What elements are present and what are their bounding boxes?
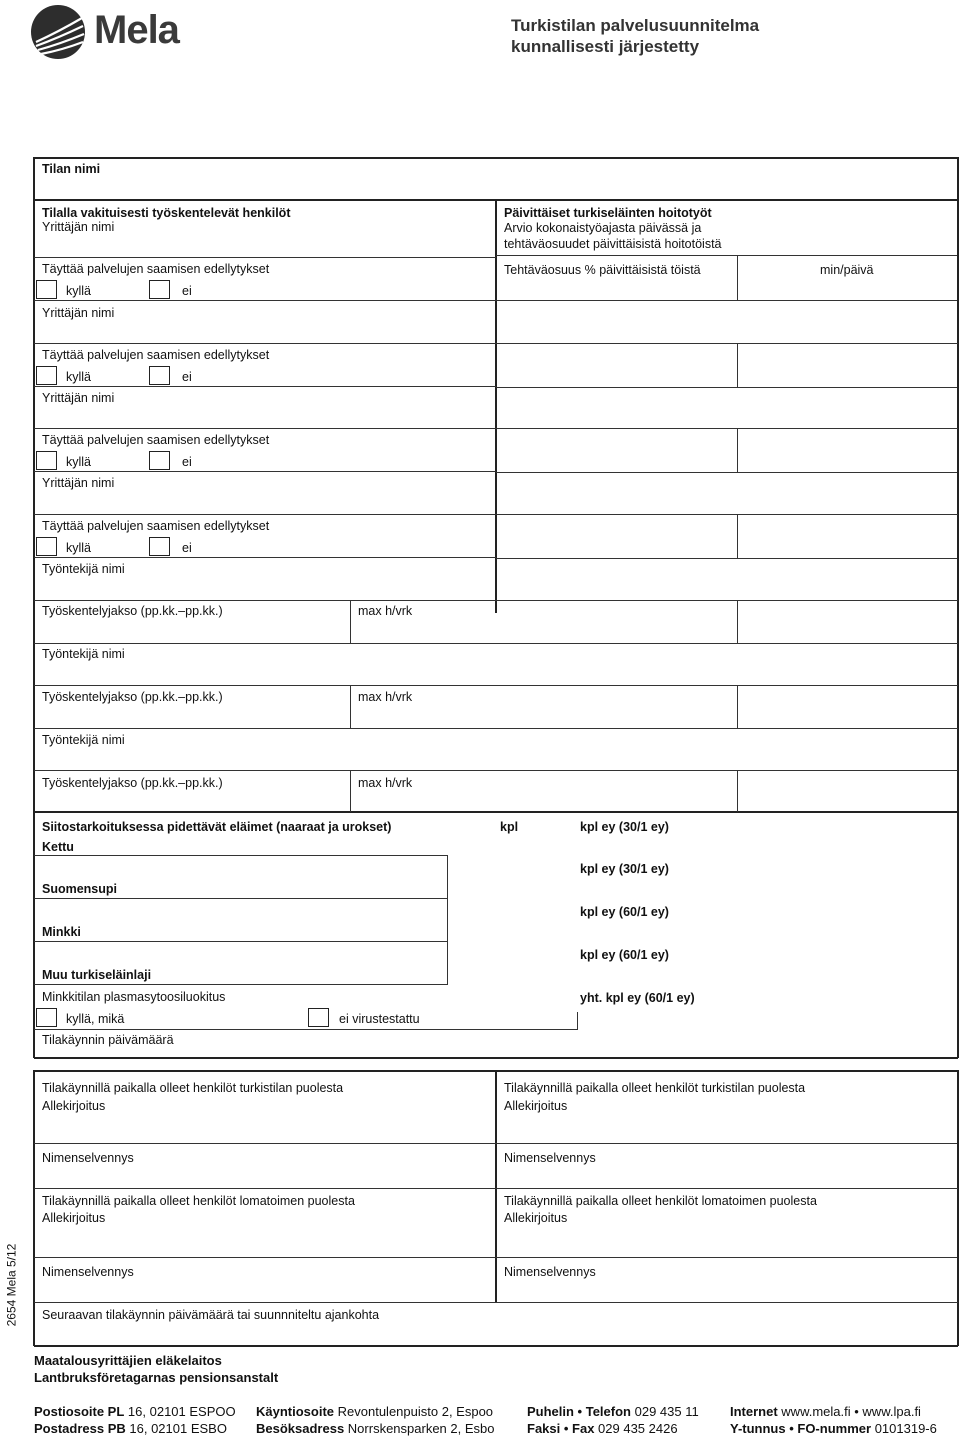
frame-line <box>34 1057 958 1059</box>
fur-farm-attendees-label-right: Tilakäynnillä paikalla olleet henkilöt turkistilan puolesta <box>504 1081 806 1095</box>
eligibility-no-checkbox[interactable] <box>149 280 170 299</box>
max-hours-label: max h/vrk <box>358 604 413 618</box>
visit-sv-value: Norrskensparken 2, Esbo <box>347 1421 495 1436</box>
cell-divider <box>737 343 738 387</box>
row-line <box>34 1188 958 1189</box>
animal-name-label: Muu turkiseläinlaji <box>42 968 152 982</box>
share-label: Tehtäväosuus % päivittäisistä töistä <box>504 263 701 277</box>
eligibility-no-checkbox[interactable] <box>149 537 170 556</box>
next-visit-field[interactable] <box>400 1306 950 1326</box>
fax-value: 029 435 2426 <box>598 1421 678 1436</box>
cell-divider <box>350 600 351 643</box>
form-title-line2: kunnallisesti järjestetty <box>511 37 700 56</box>
substitute-clarification-field-right[interactable] <box>504 1280 944 1298</box>
form-title-line1: Turkistilan palvelusuunnitelma <box>511 16 760 35</box>
column-divider <box>495 1070 497 1303</box>
eligibility-label: Täyttää palvelujen saamisen edellytykset <box>42 348 270 362</box>
row-line <box>496 472 957 473</box>
row-line <box>496 1257 957 1258</box>
fur-farm-attendees-label: Tilakäynnillä paikalla olleet henkilöt turkistilan puolesta <box>42 1081 344 1095</box>
per-day-label: min/päivä <box>820 263 874 277</box>
row-line <box>34 471 496 472</box>
farm-name-label: Tilan nimi <box>42 162 101 176</box>
business-id-value: 0101319-6 <box>874 1421 937 1436</box>
eligibility-label: Täyttää palvelujen saamisen edellytykset <box>42 519 270 533</box>
yes-label: kyllä <box>66 284 92 298</box>
row-line <box>34 898 447 899</box>
cell-divider <box>447 855 448 985</box>
name-clarification-label: Nimenselvennys <box>42 1151 134 1165</box>
row-line <box>34 728 958 729</box>
eligibility-yes-checkbox[interactable] <box>36 280 57 299</box>
frame-line <box>957 812 959 1058</box>
phone-value: 029 435 11 <box>634 1404 699 1419</box>
postal-sv-label: Postadress PB <box>34 1421 126 1436</box>
breeding-heading: Siitostarkoituksessa pidettävät eläimet (naaraat ja urokset) <box>42 820 392 834</box>
plasma-label: Minkkitilan plasmasytoosiluokitus <box>42 990 226 1004</box>
work-period-label: Työskentelyjakso (pp.kk.–pp.kk.) <box>42 604 223 618</box>
max-hours-label: max h/vrk <box>358 776 413 790</box>
yes-label: kyllä <box>66 541 92 555</box>
eligibility-yes-checkbox[interactable] <box>36 451 57 470</box>
form-code: 2654 Mela 5/12 <box>4 1243 19 1327</box>
phone <box>527 1404 699 1420</box>
cell-divider <box>350 685 351 728</box>
row-line <box>34 257 496 258</box>
animal-name-label: Suomensupi <box>42 882 118 896</box>
internet-label: Internet <box>730 1404 778 1419</box>
postal-fi-value: 16, 02101 ESPOO <box>127 1404 236 1419</box>
eligibility-label: Täyttää palvelujen saamisen edellytykset <box>42 433 270 447</box>
daily-care-heading: Päivittäiset turkiseläinten hoitotyöt <box>504 206 712 220</box>
row-line <box>34 300 496 301</box>
row-line <box>34 428 958 429</box>
fur-farm-signature-field-right[interactable] <box>504 1115 944 1140</box>
brand-name: Mela <box>94 8 179 52</box>
employee-name-label: Työntekijä nimi <box>42 562 125 576</box>
cell-divider <box>737 685 738 728</box>
row-line <box>34 1029 577 1030</box>
yes-label: kyllä <box>66 370 92 384</box>
max-hours-label: max h/vrk <box>358 690 413 704</box>
visit-sv-label: Besöksadress <box>256 1421 345 1436</box>
fur-farm-clarification-field-right[interactable] <box>504 1166 944 1184</box>
row-line <box>34 770 958 771</box>
row-line <box>496 558 957 559</box>
row-line <box>496 387 957 388</box>
daily-care-line2: Arvio kokonaistyöajasta päivässä ja <box>504 221 702 235</box>
cell-divider <box>737 514 738 558</box>
name-clarification-label: Nimenselvennys <box>42 1265 134 1279</box>
cell-divider <box>737 600 738 643</box>
name-clarification-label: Nimenselvennys <box>504 1265 596 1279</box>
animal-name-label: Kettu <box>42 840 74 854</box>
signature-label: Allekirjoitus <box>42 1099 106 1113</box>
fur-farm-signature-field[interactable] <box>42 1115 482 1140</box>
mela-logo-mark-icon <box>30 4 88 60</box>
visit-fi-value: Revontulenpuisto 2, Espoo <box>337 1404 494 1419</box>
signature-label: Allekirjoitus <box>504 1211 568 1225</box>
frame-line <box>957 157 959 813</box>
business-id-label: Y-tunnus • FO-nummer <box>730 1421 872 1436</box>
substitute-clarification-field[interactable] <box>42 1280 482 1298</box>
row-line <box>34 557 496 558</box>
other-count-field[interactable] <box>450 985 570 1025</box>
visit-date-label: Tilakäynnin päivämäärä <box>42 1033 174 1047</box>
plasma-untested-label: ei virustestattu <box>339 1012 420 1026</box>
fax <box>527 1421 678 1437</box>
org-name-sv: Lantbruksföretagarnas pensionsanstalt <box>34 1370 279 1385</box>
row-line <box>34 600 958 601</box>
row-line <box>34 386 496 387</box>
next-visit-label: Seuraavan tilakäynnin päivämäärä tai suunnniteltu ajankohta <box>42 1308 380 1322</box>
fax-label: Faksi • Fax <box>527 1421 595 1436</box>
column-divider <box>495 199 497 613</box>
row-line <box>34 685 958 686</box>
no-label: ei <box>182 284 192 298</box>
frame-line <box>34 157 958 159</box>
visiting-address-sv <box>256 1421 494 1437</box>
row-line <box>34 941 447 942</box>
frame-line <box>957 1070 959 1346</box>
row-line <box>34 1257 496 1258</box>
entrepreneur-name-label: Yrittäjän nimi <box>42 306 115 320</box>
signature-label: Allekirjoitus <box>504 1099 568 1113</box>
business-id <box>730 1421 937 1437</box>
fur-farm-clarification-field[interactable] <box>42 1166 482 1184</box>
eligibility-yes-checkbox[interactable] <box>36 537 57 556</box>
visit-date-field[interactable] <box>180 1031 480 1051</box>
postal-address-fi <box>34 1404 236 1420</box>
visit-fi-label: Käyntiosoite <box>256 1404 335 1419</box>
employee-name-field[interactable] <box>42 749 942 767</box>
phone-label: Puhelin • Telefon <box>527 1404 631 1419</box>
cell-divider <box>737 428 738 472</box>
frame-line <box>34 811 958 813</box>
employee-name-label: Työntekijä nimi <box>42 647 125 661</box>
eligibility-no-checkbox[interactable] <box>149 366 170 385</box>
row-line <box>34 1302 958 1303</box>
cell-divider <box>737 770 738 812</box>
frame-line <box>33 812 35 1058</box>
mela-logo <box>30 4 190 60</box>
daily-care-line3: tehtäväosuudet päivittäisistä hoitotöistä <box>504 237 722 251</box>
org-name-fi: Maatalousyrittäjien eläkelaitos <box>34 1353 222 1368</box>
name-clarification-label: Nimenselvennys <box>504 1151 596 1165</box>
entrepreneur-name-field[interactable] <box>42 492 482 510</box>
cell-divider <box>350 770 351 812</box>
eligibility-yes-checkbox[interactable] <box>36 366 57 385</box>
row-line <box>34 343 958 344</box>
kpl-label: kpl <box>500 820 519 834</box>
fox-count-field[interactable] <box>450 856 570 896</box>
frame-line <box>33 1070 35 1346</box>
row-line <box>496 1143 957 1144</box>
entrepreneur-name-label: Yrittäjän nimi <box>42 220 115 234</box>
postal-address-sv <box>34 1421 227 1437</box>
substitute-attendees-label-right: Tilakäynnillä paikalla olleet henkilöt lomatoimen puolesta <box>504 1194 817 1208</box>
row-line <box>496 300 957 301</box>
no-label: ei <box>182 370 192 384</box>
substitute-signature-field[interactable] <box>42 1227 482 1252</box>
entrepreneurs-heading: Tilalla vakituisesti työskentelevät henkilöt <box>42 206 291 220</box>
entrepreneur-name-field[interactable] <box>42 407 482 425</box>
substitute-signature-field-right[interactable] <box>504 1227 944 1252</box>
cell-divider <box>737 255 738 300</box>
row-line <box>34 1143 496 1144</box>
total-label: yht. kpl ey (60/1 ey) <box>580 991 695 1005</box>
visiting-address-fi <box>256 1404 493 1420</box>
animal-unit-label: kpl ey (30/1 ey) <box>580 820 669 834</box>
plasma-class-field[interactable] <box>130 1008 300 1027</box>
entrepreneur-name-label: Yrittäjän nimi <box>42 476 115 490</box>
row-line <box>496 255 957 256</box>
internet <box>730 1404 921 1420</box>
animal-unit-label: kpl ey (60/1 ey) <box>580 948 669 962</box>
animal-unit-label: kpl ey (30/1 ey) <box>580 862 669 876</box>
plasma-yes-label: kyllä, mikä <box>66 1012 125 1026</box>
employee-name-label: Työntekijä nimi <box>42 733 125 747</box>
plasma-untested-checkbox[interactable] <box>308 1008 329 1027</box>
employee-name-field[interactable] <box>42 578 482 596</box>
yes-label: kyllä <box>66 455 92 469</box>
no-label: ei <box>182 541 192 555</box>
internet-value[interactable]: www.mela.fi • www.lpa.fi <box>781 1404 921 1419</box>
eligibility-no-checkbox[interactable] <box>149 451 170 470</box>
no-label: ei <box>182 455 192 469</box>
frame-line <box>33 157 35 813</box>
employee-name-field[interactable] <box>42 663 942 681</box>
mink-count-field[interactable] <box>450 942 570 982</box>
animal-name-label: Minkki <box>42 925 81 939</box>
eligibility-label: Täyttää palvelujen saamisen edellytykset <box>42 262 270 276</box>
row-line <box>34 855 447 856</box>
plasma-yes-checkbox[interactable] <box>36 1008 57 1027</box>
entrepreneur-name-field[interactable] <box>42 322 482 340</box>
entrepreneur-name-field[interactable] <box>42 236 482 254</box>
row-line <box>34 643 958 644</box>
signature-label: Allekirjoitus <box>42 1211 106 1225</box>
postal-sv-value: 16, 02101 ESBO <box>129 1421 227 1436</box>
work-period-label: Työskentelyjakso (pp.kk.–pp.kk.) <box>42 776 223 790</box>
work-period-label: Työskentelyjakso (pp.kk.–pp.kk.) <box>42 690 223 704</box>
postal-fi-label: Postiosoite PL <box>34 1404 125 1419</box>
entrepreneur-name-label: Yrittäjän nimi <box>42 391 115 405</box>
substitute-attendees-label: Tilakäynnillä paikalla olleet henkilöt lomatoimen puolesta <box>42 1194 355 1208</box>
row-line <box>34 514 958 515</box>
frame-line <box>34 1345 958 1347</box>
animal-unit-label: kpl ey (60/1 ey) <box>580 905 669 919</box>
cell-divider <box>577 1012 578 1030</box>
finnraccoon-count-field[interactable] <box>450 899 570 939</box>
farm-name-field[interactable] <box>150 160 950 196</box>
row-line <box>34 984 447 985</box>
